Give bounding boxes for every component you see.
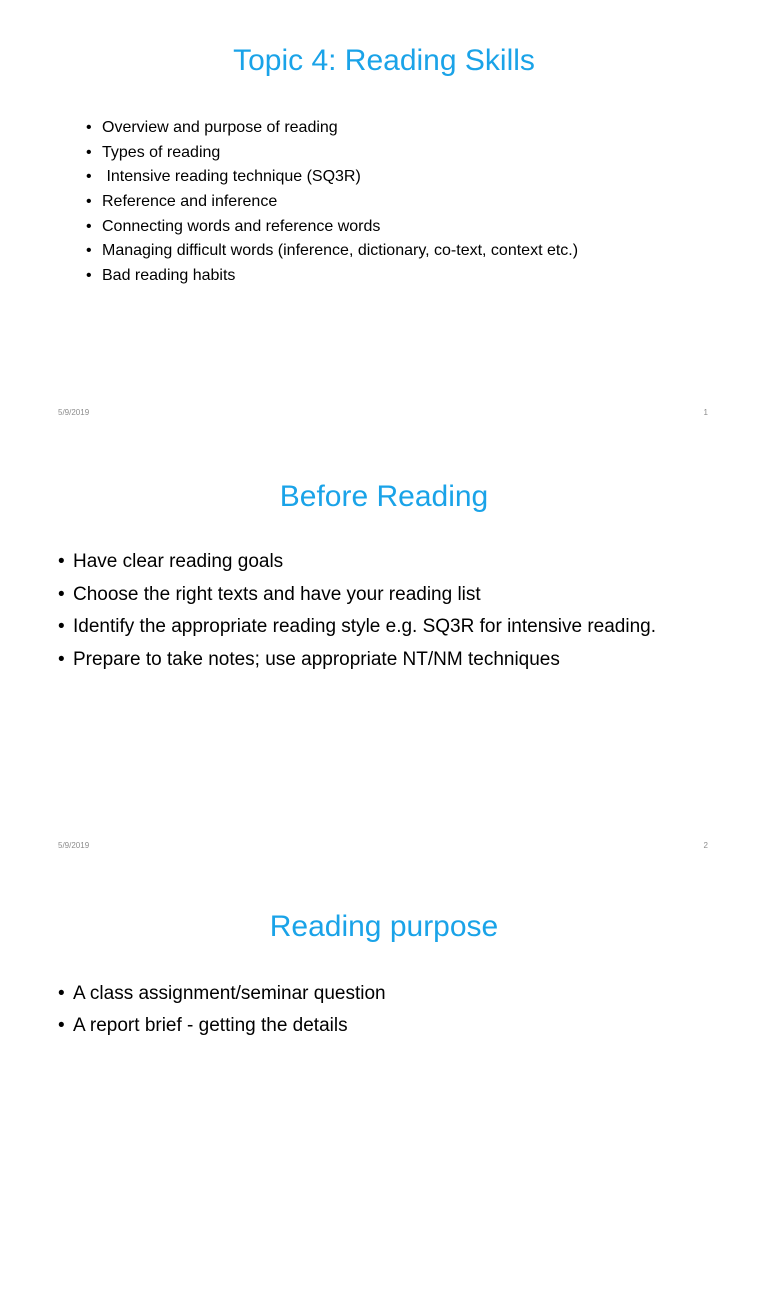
bullet-icon: • <box>86 242 92 260</box>
bullet-list <box>86 118 578 291</box>
list-item-text: Intensive reading technique (SQ3R) <box>102 168 361 186</box>
slide-date: 5/9/2019 <box>58 841 90 850</box>
bullet-icon: • <box>86 193 92 211</box>
list-item <box>58 1014 386 1046</box>
bullet-icon: • <box>86 143 92 161</box>
list-item-text: Types of reading <box>102 143 221 161</box>
list-item <box>86 192 578 217</box>
list-item-text: Prepare to take notes; use appropriate NT/NM techniques <box>73 648 560 670</box>
list-item-text: Choose the right texts and have your reading list <box>73 583 481 605</box>
bullet-icon: • <box>58 983 65 1004</box>
bullet-list <box>58 982 386 1046</box>
list-item-text: A class assignment/seminar question <box>73 983 386 1004</box>
bullet-icon: • <box>58 551 65 572</box>
slide-1 <box>0 0 768 433</box>
list-item <box>86 118 578 143</box>
slide-title: Before Reading <box>279 480 489 513</box>
list-item-text: Reference and inference <box>102 193 278 211</box>
list-item <box>58 615 656 648</box>
bullet-icon: • <box>86 168 92 186</box>
bullet-icon: • <box>58 583 65 605</box>
slide-number: 1 <box>703 408 708 417</box>
list-item-text: Connecting words and reference words <box>102 217 381 235</box>
bullet-icon: • <box>58 1015 65 1036</box>
list-item <box>86 143 578 168</box>
list-item <box>86 217 578 242</box>
slide-3 <box>0 866 768 1299</box>
list-item <box>86 241 578 266</box>
list-item-text: Identify the appropriate reading style e.g. SQ3R for intensive reading. <box>73 616 657 637</box>
list-item <box>86 266 578 291</box>
list-item-text: Managing difficult words (inference, dictionary, co-text, context etc.) <box>102 242 579 260</box>
list-item-text: Bad reading habits <box>102 267 236 285</box>
slide-title: Topic 4: Reading Skills <box>233 44 535 77</box>
bullet-icon: • <box>86 119 92 136</box>
slide-title: Reading purpose <box>269 910 499 943</box>
slide-2 <box>0 433 768 866</box>
bullet-icon: • <box>58 616 65 637</box>
bullet-list <box>58 550 656 680</box>
list-item <box>58 648 656 681</box>
slide-number: 2 <box>703 841 708 850</box>
bullet-icon: • <box>86 267 92 285</box>
bullet-icon: • <box>86 217 92 235</box>
list-item <box>58 550 656 583</box>
list-item-text: Have clear reading goals <box>73 551 284 572</box>
list-item <box>58 583 656 616</box>
list-item-text: A report brief - getting the details <box>73 1015 348 1036</box>
bullet-icon: • <box>58 648 65 670</box>
list-item-text: Overview and purpose of reading <box>102 119 338 136</box>
list-item <box>86 167 578 192</box>
list-item <box>58 982 386 1014</box>
slide-date: 5/9/2019 <box>58 408 90 417</box>
